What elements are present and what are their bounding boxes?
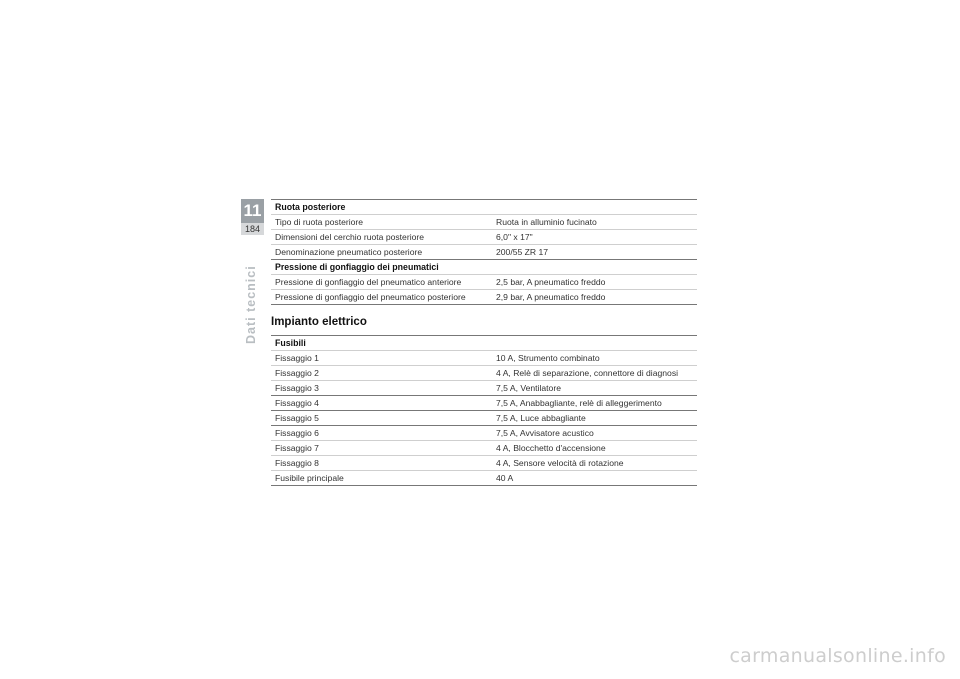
table-row [271, 290, 697, 305]
table-row [271, 411, 697, 426]
table-row [271, 441, 697, 456]
spec-label: Dimensioni del cerchio ruota posteriore [271, 230, 492, 245]
fuse-value: 7,5 A, Luce abbagliante [492, 411, 697, 426]
spec-label: Tipo di ruota posteriore [271, 215, 492, 230]
fuse-value: 4 A, Blocchetto d'accensione [492, 441, 697, 456]
table-row [271, 275, 697, 290]
spec-value: 200/55 ZR 17 [492, 245, 697, 260]
fuse-label: Fissaggio 4 [271, 396, 492, 411]
table-row [271, 351, 697, 366]
spec-content [271, 199, 697, 486]
spec-label: Pressione di gonfiaggio del pneumatico posteriore [271, 290, 492, 305]
fuse-value: 4 A, Sensore velocità di rotazione [492, 456, 697, 471]
fuse-value: 7,5 A, Anabbagliante, relè di alleggerimento [492, 396, 697, 411]
section-title: Impianto elettrico [271, 316, 367, 328]
page-number: 184 [241, 223, 264, 235]
fuse-value: 4 A, Relè di separazione, connettore di diagnosi [492, 366, 697, 381]
spec-value: 6,0" x 17" [492, 230, 697, 245]
spec-value: 2,5 bar, A pneumatico freddo [492, 275, 697, 290]
spec-value: 2,9 bar, A pneumatico freddo [492, 290, 697, 305]
rear-wheel-header: Ruota posteriore [271, 200, 697, 215]
table-row [271, 471, 697, 486]
tire-pressure-header: Pressione di gonfiaggio dei pneumatici [271, 260, 697, 275]
fuses-header: Fusibili [271, 336, 697, 351]
table-row [271, 215, 697, 230]
chapter-tab [241, 199, 264, 235]
fuse-label: Fissaggio 5 [271, 411, 492, 426]
table-row [271, 426, 697, 441]
table-row [271, 245, 697, 260]
spec-label: Denominazione pneumatico posteriore [271, 245, 492, 260]
table-row [271, 456, 697, 471]
fuse-value: 7,5 A, Ventilatore [492, 381, 697, 396]
fuse-label: Fissaggio 1 [271, 351, 492, 366]
spec-value: Ruota in alluminio fucinato [492, 215, 697, 230]
fuse-label: Fusibile principale [271, 471, 492, 486]
wheel-tire-table [271, 199, 697, 305]
side-section-label: Dati tecnici [244, 265, 258, 344]
watermark: carmanualsonline.info [729, 645, 946, 667]
chapter-number: 11 [241, 199, 264, 223]
table-row [271, 381, 697, 396]
table-row [271, 230, 697, 245]
spec-label: Pressione di gonfiaggio del pneumatico anteriore [271, 275, 492, 290]
fuse-label: Fissaggio 3 [271, 381, 492, 396]
fuse-value: 40 A [492, 471, 697, 486]
table-row [271, 396, 697, 411]
fuse-value: 7,5 A, Avvisatore acustico [492, 426, 697, 441]
table-row [271, 366, 697, 381]
fuse-value: 10 A, Strumento combinato [492, 351, 697, 366]
fuse-label: Fissaggio 7 [271, 441, 492, 456]
fuses-table [271, 335, 697, 486]
fuse-label: Fissaggio 8 [271, 456, 492, 471]
fuse-label: Fissaggio 6 [271, 426, 492, 441]
fuse-label: Fissaggio 2 [271, 366, 492, 381]
